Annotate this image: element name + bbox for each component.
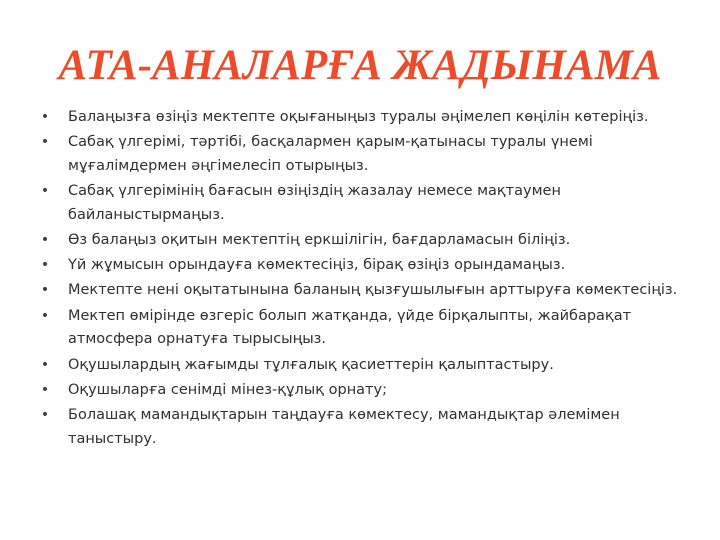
bullet-item	[40, 254, 690, 278]
bullet-item	[40, 279, 690, 303]
bullet-text: Өз балаңыз оқитын мектептің еркшілігін, бағдарламасын біліңіз.	[68, 231, 571, 248]
bullet-item	[40, 305, 690, 352]
bullet-dot-icon: •	[40, 381, 50, 398]
bullet-dot-icon: •	[40, 407, 50, 424]
bullet-dot-icon: •	[40, 231, 50, 248]
bullet-item	[40, 354, 690, 378]
bullet-text: Сабақ үлгерімі, тәртібі, басқалармен қарым-қатынасы туралы үнемі мұғалімдермен әңгімелесіп отырыңыз.	[68, 134, 593, 174]
bullet-text: Оқушыларға сенімді мінез-құлық орнату;	[68, 381, 387, 398]
bullet-item	[40, 229, 690, 253]
bullet-text: Мектеп өмірінде өзгеріс болып жатқанда, үйде бірқалыпты, жайбарақат атмосфера орнатуға тырысыңыз.	[68, 307, 632, 348]
bullet-dot-icon: •	[40, 109, 50, 125]
bullet-dot-icon: •	[40, 183, 50, 200]
bullet-dot-icon: •	[40, 257, 50, 274]
bullet-item	[40, 106, 690, 130]
bullet-item	[40, 379, 690, 403]
bullet-dot-icon: •	[40, 356, 50, 373]
bullet-list	[40, 106, 690, 453]
bullet-item	[40, 180, 690, 227]
bullet-dot-icon: •	[40, 134, 50, 151]
bullet-text: Болашақ мамандықтарын таңдауға көмектесу, мамандықтар әлемімен таныстыру.	[68, 407, 620, 447]
bullet-text: Мектепте нені оқытатынына баланың қызғушылығын арттыруға көмектесіңіз.	[68, 282, 678, 299]
slide-title: АТА-АНАЛАРҒА ЖАДЫНАМА	[58, 42, 662, 89]
bullet-dot-icon: •	[40, 307, 50, 324]
bullet-text: Сабақ үлгерімінің бағасын өзіңіздің жазалау немесе мақтаумен байланыстырмаңыз.	[68, 183, 561, 223]
bullet-text: Оқушылардың жағымды тұлғалық қасиеттерін қалыптастыру.	[68, 356, 554, 373]
bullet-text: Балаңызға өзіңіз мектепте оқығаныңыз туралы әңімелеп көңілін көтеріңіз.	[68, 109, 649, 125]
bullet-item	[40, 404, 690, 451]
bullet-text: Үй жұмысын орындауға көмектесіңіз, бірақ өзіңіз орындамаңыз.	[68, 257, 566, 274]
bullet-dot-icon: •	[40, 282, 50, 299]
bullet-item	[40, 131, 690, 178]
